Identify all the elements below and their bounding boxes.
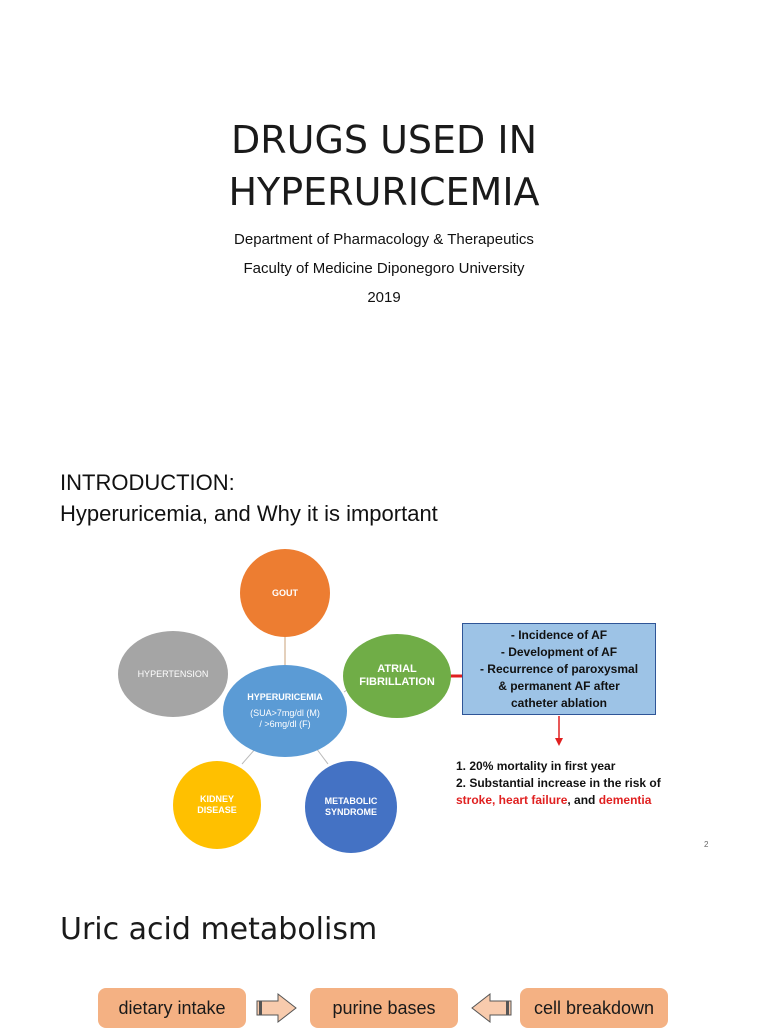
af-box-line-3: - Recurrence of paroxysmal <box>479 662 639 676</box>
subtitle-faculty: Faculty of Medicine Diponegoro University <box>243 260 525 277</box>
metabolic-syndrome-circle <box>305 761 397 853</box>
box-arrow-head <box>555 738 563 746</box>
note-risk: 2. Substantial increase in the risk of <box>456 776 661 790</box>
title-line-1: DRUGS USED IN <box>230 118 538 162</box>
note-red-conditions: stroke, heart failure <box>456 793 568 807</box>
metabolism-title: Uric acid metabolism <box>60 912 378 947</box>
hyperuricemia-label: HYPERURICEMIA <box>247 692 323 702</box>
intro-subheading: Hyperuricemia, and Why it is important <box>60 501 438 526</box>
af-label-1: ATRIAL <box>377 663 417 675</box>
page-number: 2 <box>704 840 709 849</box>
metabolic-label-1: METABOLIC <box>324 796 378 806</box>
connector-metabolic <box>316 748 328 764</box>
metabolic-label-2: SYNDROME <box>324 807 377 817</box>
metabolism-slide <box>0 870 768 1024</box>
af-box-line-2: - Development of AF <box>500 645 618 659</box>
flow-box-purine-bases: purine bases <box>310 988 458 1028</box>
kidney-label-1: KIDNEY <box>199 794 234 804</box>
hypertension-label: HYPERTENSION <box>137 668 209 679</box>
title-line-2: HYPERURICEMIA <box>228 170 540 214</box>
gout-label: GOUT <box>272 587 298 598</box>
note-conditions <box>456 792 651 809</box>
flow-box-cell-breakdown: cell breakdown <box>520 988 668 1028</box>
introduction-slide <box>0 430 768 870</box>
af-box-line-4: & permanent AF after <box>498 679 620 693</box>
flow-box-dietary-intake: dietary intake <box>98 988 246 1028</box>
gout-circle <box>240 549 330 637</box>
hyperuricemia-detail-2: / >6mg/dl (F) <box>259 719 311 729</box>
hyperuricemia-circle <box>223 665 347 757</box>
note-red-dementia: dementia <box>598 793 652 807</box>
kidney-label-2: DISEASE <box>197 805 237 815</box>
intro-heading: INTRODUCTION: <box>60 470 235 495</box>
title-slide <box>0 0 768 430</box>
subtitle-department: Department of Pharmacology & Therapeutics <box>234 231 534 248</box>
note-mortality: 1. 20% mortality in first year <box>456 759 616 773</box>
af-label-2: FIBRILLATION <box>359 676 435 688</box>
right-arrow-icon <box>256 992 298 1024</box>
af-box-line-1: - Incidence of AF <box>510 628 608 642</box>
atrial-fibrillation-circle <box>343 634 451 718</box>
af-effects-box <box>462 623 656 715</box>
af-box-line-5: catheter ablation <box>510 696 608 710</box>
kidney-disease-circle <box>173 761 261 849</box>
note-separator: , and <box>567 793 599 807</box>
left-arrow-icon <box>470 992 512 1024</box>
subtitle-year: 2019 <box>367 289 401 306</box>
hypertension-circle <box>118 631 228 717</box>
hyperuricemia-detail-1: (SUA>7mg/dl (M) <box>250 708 320 718</box>
